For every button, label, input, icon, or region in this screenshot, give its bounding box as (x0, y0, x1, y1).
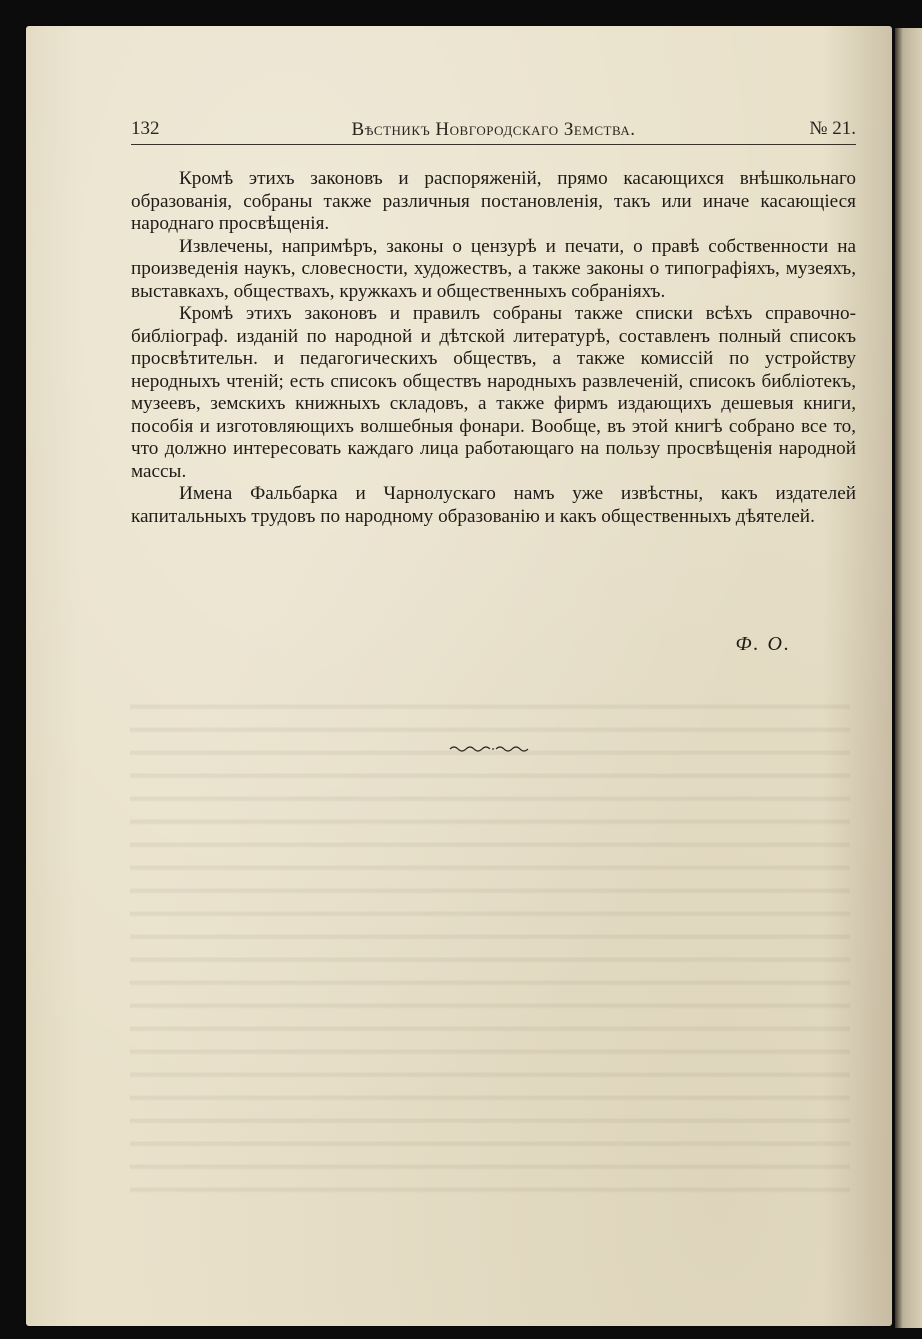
bleed-through-text (130, 690, 850, 1210)
adjacent-page-edge (895, 28, 922, 1328)
wavy-divider-icon (448, 742, 534, 756)
article-body (131, 168, 856, 528)
paragraph: Кромѣ этихъ законовъ и правилъ собраны также списки всѣхъ справочно-библіограф. изданій по народной и дѣтской литературѣ, составленъ полный списокъ просвѣтительн. и педагогическихъ обществъ, а также комиссій по устройству неродныхъ чтеній; есть списокъ обществъ народныхъ развлеченій, списокъ библіотекъ, музеевъ, земскихъ книжныхъ складовъ, а также фирмъ издающихъ дешевыя книги, пособія и изготовляющихъ волшебныя фонари. Вообще, въ этой книгѣ собрано все то, что должно интересовать каждаго лица работающаго на пользу просвѣщенія народной массы. (131, 303, 856, 482)
running-header (131, 118, 856, 150)
issue-number: № 21. (809, 118, 856, 139)
paragraph: Кромѣ этихъ законовъ и распоряженій, прямо касающихся внѣшкольнаго образованія, собраны также различныя постановленія, такъ или иначе касающіеся народнаго просвѣщенія. (131, 168, 856, 234)
page-number: 132 (131, 118, 160, 139)
paragraph: Извлечены, напримѣръ, законы о цензурѣ и печати, о правѣ собственности на произведенія наукъ, словесности, художествъ, а также законы о типографіяхъ, музеяхъ, выставкахъ, обществахъ, кружкахъ и общественныхъ собраніяхъ. (131, 235, 856, 302)
journal-title: Вѣстникъ Новгородскаго Земства. (351, 119, 636, 140)
paragraph: Имена Фальбарка и Чарнолускаго намъ уже извѣстны, какъ издателей капитальныхъ трудовъ по народному образованію и какъ общественныхъ дѣятелей. (131, 483, 856, 527)
header-rule (131, 144, 856, 145)
author-signature: Ф. О. (735, 633, 791, 655)
